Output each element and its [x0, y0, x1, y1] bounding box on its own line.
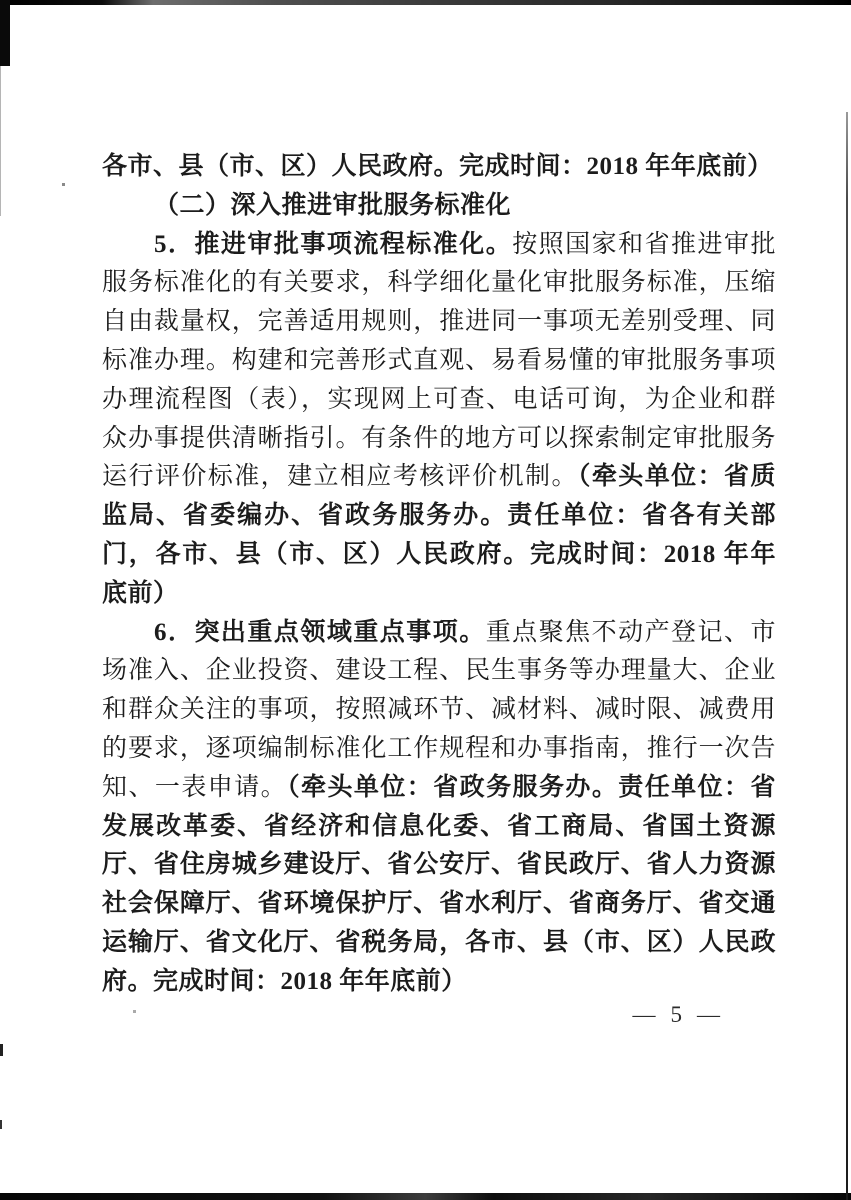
text-segment-bold: 府。完成时间：2018 年年底前）: [102, 967, 467, 995]
text-segment: 办理流程图（表），实现网上可查、电话可询，为企业和群: [102, 385, 776, 413]
scan-speck: [133, 1010, 136, 1013]
scan-edge-left-mark: [0, 1120, 2, 1129]
text-line: [102, 536, 776, 575]
text-line: [102, 885, 776, 924]
text-line: [102, 924, 776, 963]
text-line: [102, 769, 776, 808]
text-line: [102, 808, 776, 847]
text-segment-bold: （牵头单位：省政务服务办。责任单位：省: [287, 773, 776, 801]
text-segment-bold: 底前）: [102, 579, 179, 607]
text-segment: 众办事提供清晰指引。有条件的地方可以探索制定审批服务: [102, 424, 776, 452]
text-segment: 场准入、企业投资、建设工程、民生事务等办理量大、企业: [102, 657, 776, 685]
text-segment: 标准办理。构建和完善形式直观、易看易懂的审批服务事项: [102, 346, 776, 374]
text-segment: 重点聚焦不动产登记、市: [485, 618, 776, 646]
scan-speck: [62, 183, 65, 186]
text-segment-bold: 厅、省住房城乡建设厅、省公安厅、省民政厅、省人力资源: [102, 851, 776, 879]
text-line: [102, 381, 776, 420]
scan-edge-left-line: [0, 66, 1, 216]
text-segment-bold: 门，各市、县（市、区）人民政府。完成时间：2018 年年: [102, 540, 776, 568]
text-line: [102, 575, 776, 614]
scan-corner-black-block: [0, 0, 10, 66]
text-line: [102, 458, 776, 497]
text-segment: 知、一表申请。: [102, 773, 288, 801]
text-segment: 运行评价标准，建立相应考核评价机制。: [102, 463, 578, 491]
text-segment-bold: 5．推进审批事项流程标准化。: [154, 230, 513, 258]
text-line: [102, 226, 776, 265]
scan-edge-top: [0, 0, 851, 5]
text-line: [102, 342, 776, 381]
text-segment-bold: （牵头单位：省质: [577, 463, 776, 491]
text-line: [102, 264, 776, 303]
text-line: [102, 652, 776, 691]
text-line: [102, 497, 776, 536]
text-segment-bold: （二）深入推进审批服务标准化: [154, 191, 512, 219]
text-segment-bold: 社会保障厅、省环境保护厅、省水利厅、省商务厅、省交通: [102, 890, 776, 918]
text-segment: 服务标准化的有关要求，科学细化量化审批服务标准，压缩: [102, 269, 776, 297]
text-segment-bold: 监局、省委编办、省政务服务办。责任单位：省各有关部: [102, 502, 776, 530]
page-number-value: 5: [670, 1002, 683, 1027]
scan-edge-left-mark: [0, 1044, 3, 1056]
text-segment: 按照国家和省推进审批: [512, 230, 776, 258]
page-number-dash-right: —: [697, 1002, 721, 1027]
text-line: [102, 187, 776, 226]
page-number: [633, 1002, 722, 1028]
text-line: [102, 148, 776, 187]
text-segment-bold: 各市、县（市、区）人民政府。完成时间：2018 年年底前）: [102, 153, 773, 180]
text-line: [102, 730, 776, 769]
text-line: [102, 303, 776, 342]
text-line: [102, 691, 776, 730]
scan-edge-right-line: [846, 112, 848, 1200]
scan-edge-bottom: [0, 1193, 851, 1200]
text-segment-bold: 发展改革委、省经济和信息化委、省工商局、省国土资源: [102, 812, 776, 840]
text-line: [102, 614, 776, 653]
text-line: [102, 420, 776, 459]
text-line: [102, 963, 776, 1002]
text-segment-bold: 6．突出重点领域重点事项。: [154, 618, 486, 646]
text-segment: 自由裁量权，完善适用规则，推进同一事项无差别受理、同: [102, 308, 776, 336]
document-text-block: [102, 148, 776, 1002]
text-segment: 的要求，逐项编制标准化工作规程和办事指南，推行一次告: [102, 734, 776, 762]
text-segment: 和群众关注的事项，按照减环节、减材料、减时限、减费用: [102, 696, 776, 724]
text-segment-bold: 运输厅、省文化厅、省税务局，各市、县（市、区）人民政: [102, 928, 776, 956]
page-number-dash-left: —: [632, 1002, 657, 1027]
text-line: [102, 846, 776, 885]
